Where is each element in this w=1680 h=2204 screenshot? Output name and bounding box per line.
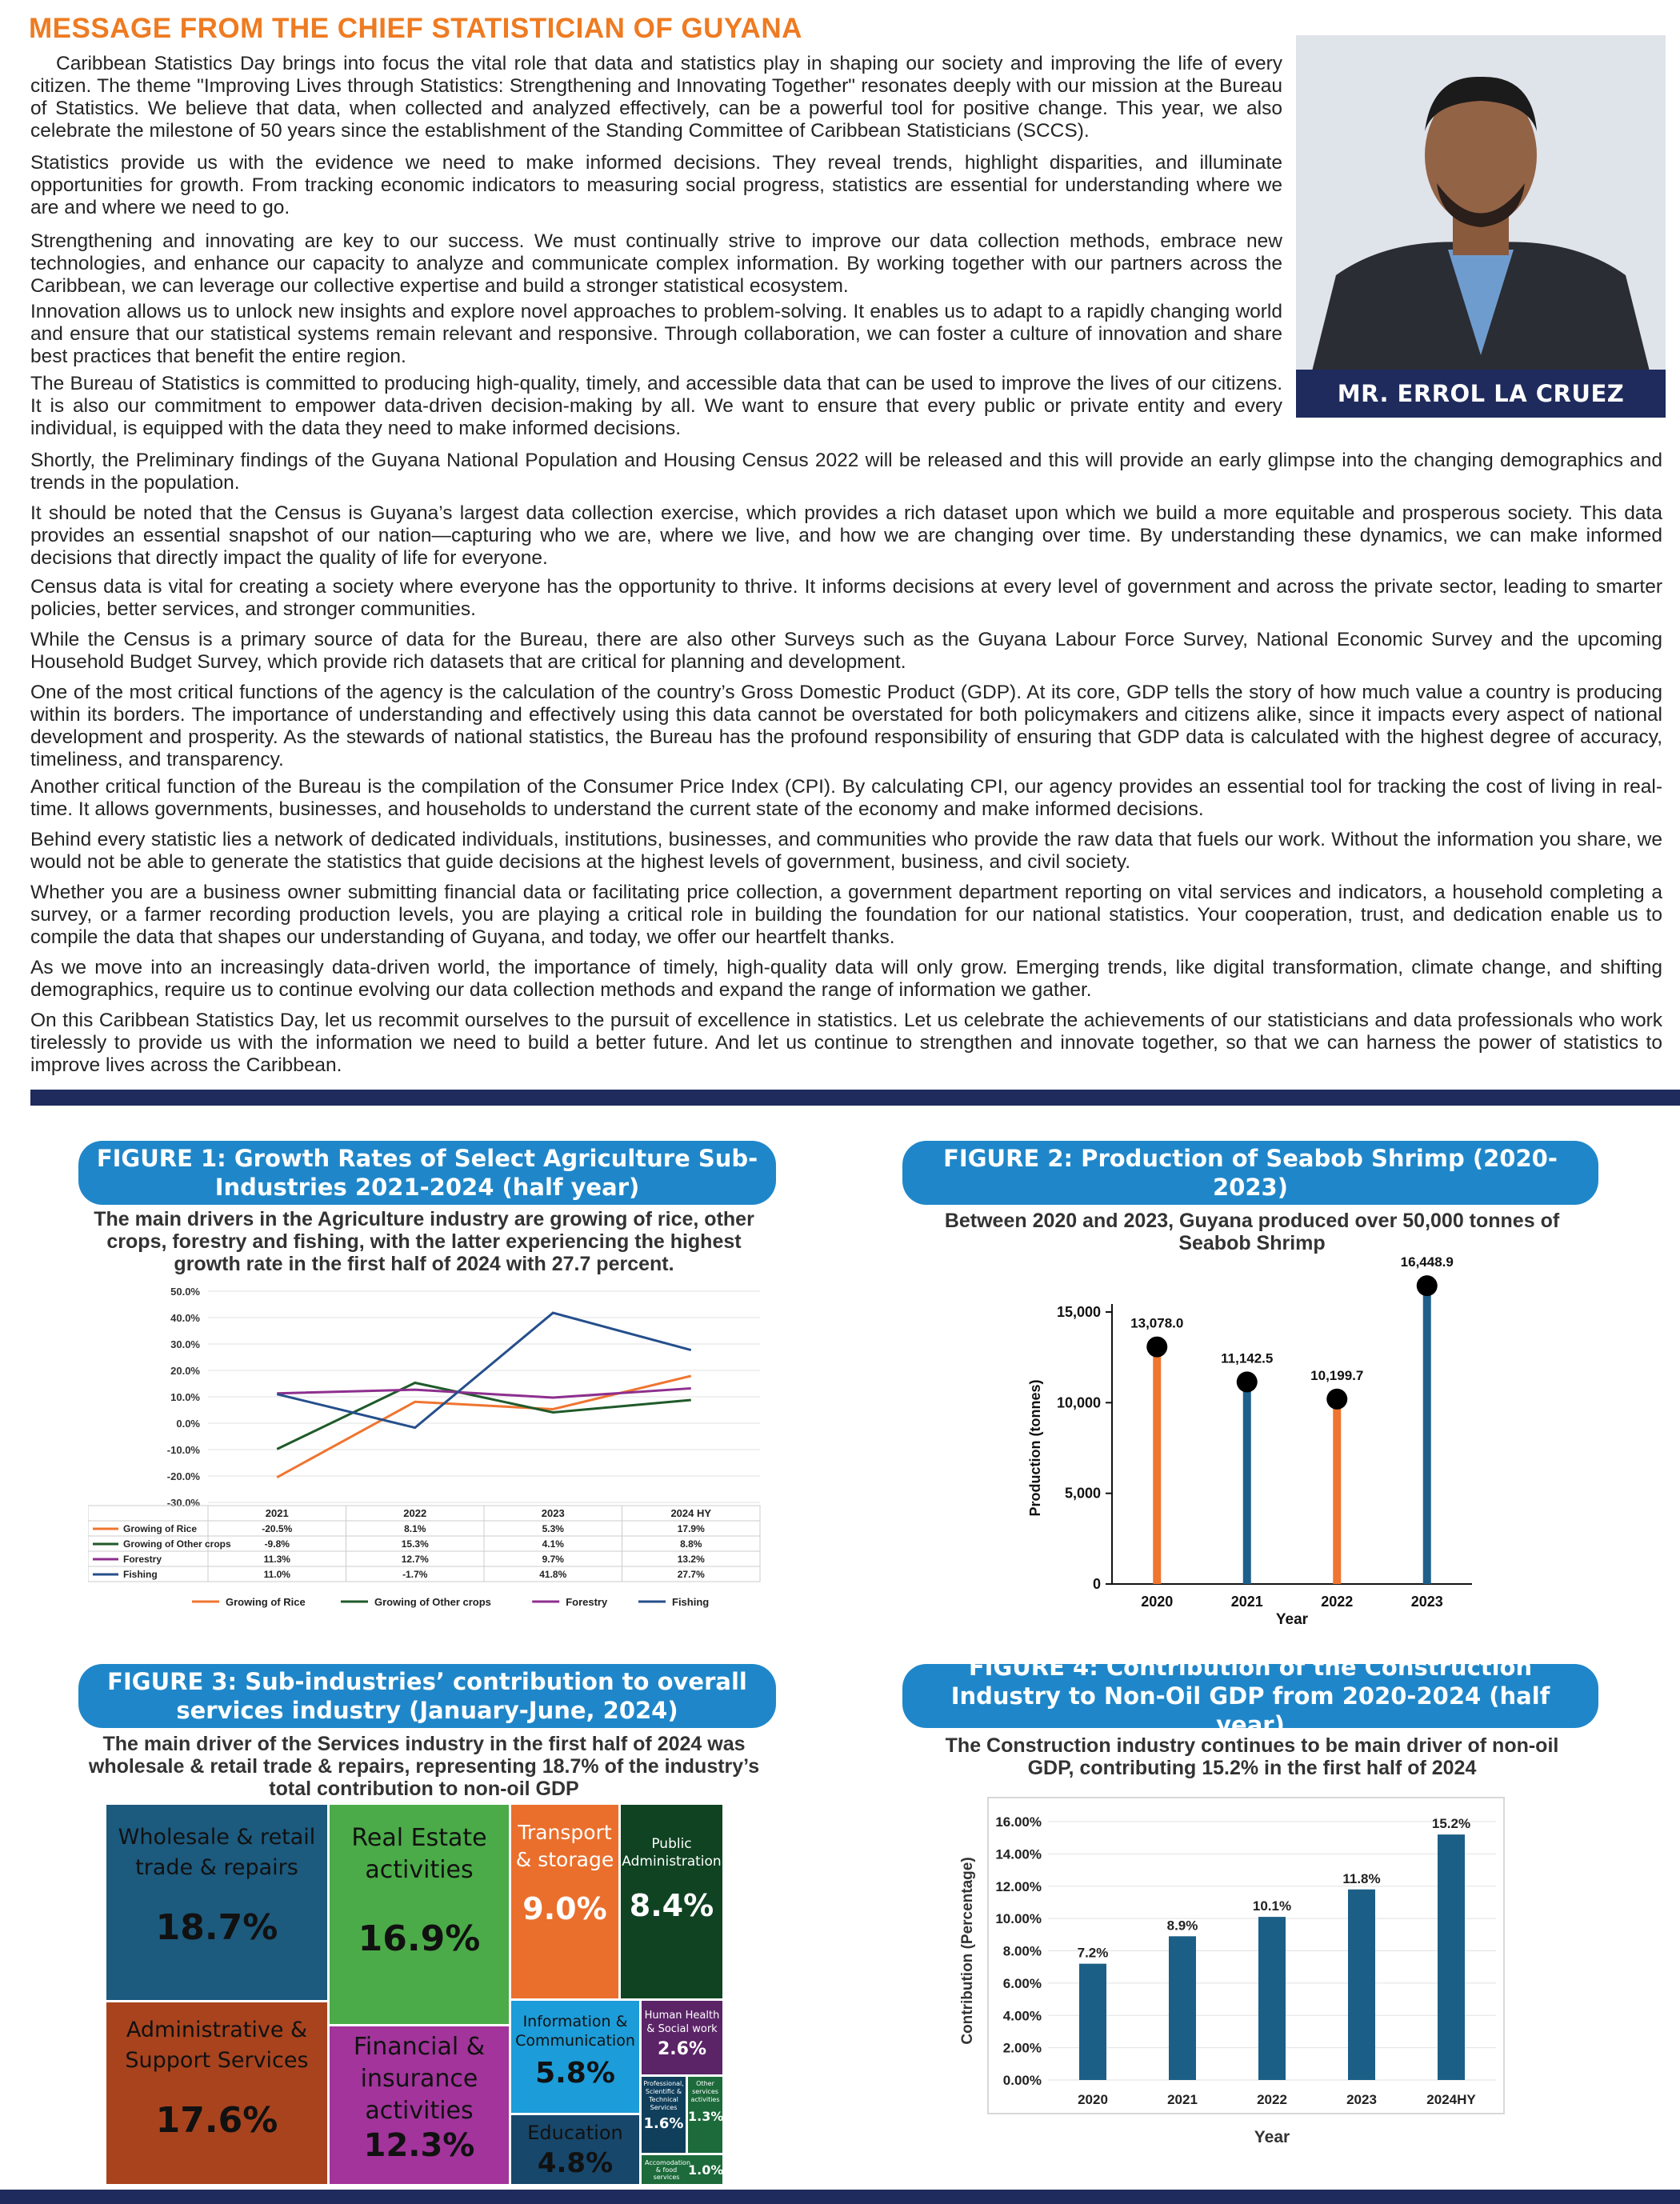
- x-category-label: 2022: [1257, 2092, 1287, 2107]
- data-label: 11,142.5: [1221, 1350, 1274, 1366]
- treemap-label: Transport & storage: [515, 1821, 614, 1871]
- y-axis-title: Production (tonnes): [1027, 1379, 1043, 1517]
- message-paragraph: Another critical function of the Bureau is the compilation of the Consumer Price Index (CPI). By calculating CPI, our agency provides an essential tool for tracking the cost of living in real-time. It allows governments, businesses, and households to understand the current state of the economy and make informed decisions.: [30, 776, 1662, 820]
- x-category-label: 2020: [1078, 2092, 1108, 2107]
- treemap-value: 9.0%: [522, 1891, 607, 1926]
- x-category-label: 2023: [1346, 2092, 1377, 2107]
- message-paragraph: The Bureau of Statistics is committed to producing high-quality, timely, and accessible data that can be used to improve the lives of our citizens. It is also our commitment to empower data-driven decision-making by all. We want to ensure that every public or private entity and every individual, is equipped with the data they need to make informed decisions.: [30, 373, 1282, 439]
- treemap-label: Professional, Scientific & Technical Services: [643, 2080, 684, 2111]
- table-value: 13.2%: [677, 1554, 705, 1565]
- x-category-label: 2020: [1141, 1594, 1174, 1610]
- treemap-label: Information & Communication: [515, 2013, 635, 2050]
- y-axis-title: Contribution (Percentage): [959, 1857, 976, 2045]
- figure-3-title: FIGURE 3: Sub-industries’ contribution to overall services industry (January-June, 2024): [78, 1664, 776, 1728]
- treemap-value: 2.6%: [657, 2039, 706, 2059]
- treemap-label: Human Health & Social work: [644, 2010, 720, 2035]
- treemap-cell: [511, 2115, 639, 2184]
- treemap-cell: [511, 2001, 639, 2113]
- y-tick-label: -10.0%: [166, 1444, 200, 1456]
- table-value: 8.1%: [404, 1523, 426, 1534]
- treemap-value: 12.3%: [363, 2127, 475, 2164]
- y-tick-label: 8.00%: [1002, 1943, 1042, 1959]
- table-series-name: Growing of Other crops: [123, 1538, 231, 1550]
- table-value: 4.1%: [542, 1538, 564, 1550]
- page-title: MESSAGE FROM THE CHIEF STATISTICIAN OF GUYANA: [29, 13, 802, 44]
- x-category-label: 2023: [541, 1507, 565, 1519]
- treemap-value: 16.9%: [358, 1918, 481, 1959]
- figure-1-line-chart: [88, 1280, 768, 1632]
- treemap-label: Wholesale & retail trade & repairs: [118, 1825, 316, 1880]
- lollipop-head: [1417, 1275, 1438, 1296]
- treemap-label: Real Estate activities: [351, 1824, 487, 1884]
- legend-label: Growing of Other crops: [374, 1596, 491, 1608]
- treemap-label: Accomodation & food services: [645, 2158, 691, 2181]
- chart-frame: [988, 1798, 1504, 2114]
- figure-2-title: FIGURE 2: Production of Seabob Shrimp (2020-2023): [902, 1141, 1598, 1205]
- bar: [1348, 1890, 1375, 2080]
- treemap-cell: [330, 1805, 509, 2024]
- data-label: 15.2%: [1431, 1816, 1471, 1832]
- x-category-label: 2021: [265, 1507, 289, 1519]
- bar: [1438, 1834, 1465, 2080]
- legend-label: Fishing: [672, 1596, 710, 1608]
- treemap-value: 1.6%: [643, 2115, 684, 2132]
- message-paragraph: Caribbean Statistics Day brings into focus the vital role that data and statistics play in shaping our society and improving the life of every citizen. The theme "Improving Lives through Statistics: Strengthening and Innovating Together" resonates deeply with our mission at the Bureau of Statistics. We believe that data, when collected and analyzed effectively, can be a powerful tool for positive change. This year, we also celebrate the milestone of 50 years since the establishment of the Standing Committee of Caribbean Statisticians (SCCS).: [30, 53, 1282, 142]
- table-value: 12.7%: [401, 1554, 429, 1565]
- table-value: -1.7%: [402, 1569, 428, 1580]
- treemap-value: 4.8%: [537, 2147, 614, 2179]
- x-category-label: 2022: [1321, 1594, 1354, 1610]
- y-tick-label: 10.00%: [995, 1911, 1042, 1927]
- y-tick-label: 12.00%: [995, 1878, 1042, 1894]
- figure-1-title: FIGURE 1: Growth Rates of Select Agriculture Sub-Industries 2021-2024 (half year): [78, 1141, 776, 1205]
- message-paragraph: Innovation allows us to unlock new insights and explore novel approaches to problem-solving. It enables us to adapt to a rapidly changing world and ensure that our statistical systems remain relevant and responsive. Through collaboration, we can foster a culture of innovation and share best practices that benefit the entire region.: [30, 301, 1282, 367]
- treemap-cell: [688, 2077, 722, 2153]
- y-tick-label: 5,000: [1064, 1485, 1101, 1502]
- message-paragraph: Statistics provide us with the evidence we need to make informed decisions. They reveal trends, highlight disparities, and illuminate opportunities for growth. From tracking economic indicators to measuring social progress, statistics are essential for understanding where we are and where we need to go.: [30, 152, 1282, 218]
- treemap-cell: [106, 2002, 327, 2184]
- treemap-label: Other services activities: [690, 2080, 720, 2103]
- y-tick-label: 30.0%: [170, 1338, 200, 1350]
- y-tick-label: 4.00%: [1002, 2008, 1042, 2024]
- y-tick-label: 2.00%: [1002, 2040, 1042, 2056]
- message-paragraph: Whether you are a business owner submitting financial data or facilitating price collection, a government department reporting on vital services and indicators, a household completing a survey, or a farmer recording production levels, you are playing a critical role in building the foundation for our national statistics. Your cooperation, trust, and dedication enable us to compile the data that shapes our understanding of Guyana, and today, we offer our heartfelt thanks.: [30, 882, 1662, 948]
- message-paragraph: It should be noted that the Census is Guyana’s largest data collection exercise, which provides a rich dataset upon which we build a more equitable and prosperous society. This data provides an essential snapshot of our nation—capturing who we are, where we live, and how we are changing over time. By understanding these dynamics, we can make informed decisions that directly impact the quality of life for everyone.: [30, 502, 1662, 569]
- treemap-value: 17.6%: [155, 2100, 278, 2141]
- data-label: 11.8%: [1342, 1870, 1381, 1886]
- figure-4-subtitle: The Construction industry continues to be main driver of non-oil GDP, contributing 15.2% in the first half of 2024: [945, 1734, 1559, 1779]
- data-label: 7.2%: [1077, 1945, 1109, 1961]
- y-tick-label: 40.0%: [170, 1312, 200, 1324]
- bar: [1258, 1917, 1286, 2080]
- x-category-label: 2022: [403, 1507, 427, 1519]
- table-value: 17.9%: [677, 1523, 705, 1534]
- message-paragraph: Shortly, the Preliminary findings of the Guyana National Population and Housing Census 2022 will be released and this will provide an early glimpse into the changing demographics and trends in the population.: [30, 450, 1662, 494]
- lollipop-head: [1237, 1371, 1258, 1392]
- x-category-label: 2023: [1410, 1594, 1443, 1610]
- treemap-label: Public Administration: [622, 1836, 722, 1870]
- x-axis-title: Year: [1275, 1611, 1309, 1628]
- message-paragraph: Census data is vital for creating a society where everyone has the opportunity to thrive. It informs decisions at every level of government and across the private sector, leading to smarter policies, better services, and stronger communities.: [30, 576, 1662, 620]
- x-category-label: 2024 HY: [670, 1507, 712, 1519]
- treemap-cell: [642, 2077, 686, 2153]
- table-value: 9.7%: [542, 1554, 564, 1565]
- data-label: 10.1%: [1252, 1898, 1292, 1914]
- y-tick-label: 16.00%: [995, 1814, 1042, 1830]
- table-value: 11.0%: [263, 1569, 290, 1580]
- photo-caption: MR. ERROL LA CRUEZ: [1296, 370, 1666, 418]
- x-axis-title: Year: [1254, 2128, 1290, 2146]
- treemap-cell: [330, 2026, 509, 2184]
- figure-4-title: FIGURE 4: Contribution of the Construction Industry to Non-Oil GDP from 2020-2024 (half year): [902, 1664, 1598, 1728]
- message-paragraph: Behind every statistic lies a network of dedicated individuals, institutions, businesses, and communities who provide the raw data that fuels our work. Without the information you share, we would not be able to generate the statistics that guide decisions at the highest levels of government, business, and civil society.: [30, 829, 1662, 873]
- message-paragraph: One of the most critical functions of the agency is the calculation of the country’s Gross Domestic Product (GDP). At its core, GDP tells the story of how much value a country is producing within its borders. The importance of understanding and effectively using this data cannot be overstated for both policymakers and citizens alike, since it impacts every aspect of national development and prosperity. As the stewards of national statistics, the Bureau has the profound responsibility of ensuring that GDP data is calculated with the highest degree of accuracy, timeliness, and transparency.: [30, 682, 1662, 770]
- treemap-value: 1.0%: [688, 2162, 724, 2178]
- y-tick-label: 15,000: [1056, 1304, 1101, 1320]
- treemap-cell: [621, 1805, 722, 1998]
- y-tick-label: 0: [1092, 1576, 1101, 1592]
- y-tick-label: 6.00%: [1002, 1975, 1042, 1991]
- table-series-name: Forestry: [123, 1554, 162, 1565]
- figure-4-bar-chart: [952, 1796, 1528, 2148]
- table-value: -20.5%: [262, 1523, 293, 1534]
- message-paragraph: As we move into an increasingly data-driven world, the importance of timely, high-quality data will only grow. Emerging trends, like digital transformation, climate change, and shifting demographics, require us to continue evolving our data collection methods and expand the range of information we gather.: [30, 957, 1662, 1001]
- data-label: 16,448.9: [1400, 1254, 1454, 1270]
- treemap-label: Administrative & Support Services: [125, 2018, 309, 2073]
- table-value: 27.7%: [677, 1569, 705, 1580]
- table-series-name: Fishing: [123, 1569, 158, 1580]
- table-value: 8.8%: [680, 1538, 702, 1550]
- data-label: 13,078.0: [1130, 1315, 1184, 1331]
- figure-2-subtitle: Between 2020 and 2023, Guyana produced over 50,000 tonnes of Seabob Shrimp: [944, 1210, 1560, 1254]
- figure-1-subtitle: The main drivers in the Agriculture industry are growing of rice, other crops, forestry and fishing, with the latter experiencing the highest growth rate in the first half of 2024 with 27.7 percent.: [94, 1208, 754, 1275]
- treemap-cell: [642, 2001, 722, 2074]
- message-paragraph: On this Caribbean Statistics Day, let us recommit ourselves to the pursuit of excellence in statistics. Let us celebrate the achievements of our statisticians and data professionals who work tirelessly to provide us with the information we need to build a better future. And let us continue to strengthen and innovate together, so that we can harness the power of statistics to improve lives across the Caribbean.: [30, 1010, 1662, 1076]
- y-tick-label: 10.0%: [170, 1391, 200, 1403]
- y-tick-label: -30.0%: [166, 1497, 200, 1509]
- treemap-value: 5.8%: [535, 2057, 615, 2090]
- treemap-cell: [106, 1805, 327, 2000]
- message-paragraph: Strengthening and innovating are key to our success. We must continually strive to improve our data collection methods, embrace new technologies, and enhance our capacity to analyze and communicate complex information. By working together with our partners across the Caribbean, we can leverage our collective expertise and build a stronger statistical ecosystem.: [30, 230, 1282, 297]
- y-tick-label: 14.00%: [995, 1846, 1042, 1862]
- x-category-label: 2024HY: [1426, 2092, 1476, 2107]
- legend-label: Forestry: [566, 1596, 608, 1608]
- lollipop-head: [1146, 1337, 1167, 1358]
- treemap-cell: [642, 2155, 722, 2184]
- treemap-value: 1.3%: [688, 2109, 724, 2124]
- treemap-value: 18.7%: [155, 1907, 278, 1948]
- message-paragraph: While the Census is a primary source of data for the Bureau, there are also other Surveys such as the Guyana Labour Force Survey, National Economic Survey and the upcoming Household Budget Survey, which provide rich datasets that are critical for planning and development.: [30, 629, 1662, 673]
- figure-3-subtitle: The main driver of the Services industry in the first half of 2024 was wholesale & retail trade & repairs, representing 18.7% of the industry’s total contribution to non-oil GDP: [88, 1733, 760, 1800]
- figure-3-treemap: [106, 1805, 722, 2184]
- y-tick-label: 0.0%: [176, 1418, 200, 1430]
- section-divider: [30, 1090, 1680, 1106]
- figure-2-lollipop-chart: [1016, 1248, 1496, 1632]
- treemap-label: Financial & insurance activities: [353, 2033, 486, 2125]
- legend-label: Growing of Rice: [226, 1596, 306, 1608]
- treemap-value: 8.4%: [629, 1888, 714, 1923]
- treemap-label: Education: [527, 2122, 623, 2144]
- y-tick-label: -20.0%: [166, 1470, 200, 1482]
- table-value: -9.8%: [264, 1538, 290, 1550]
- bar: [1169, 1936, 1196, 2080]
- table-series-name: Growing of Rice: [123, 1523, 198, 1534]
- table-value: 5.3%: [542, 1523, 564, 1534]
- y-tick-label: 20.0%: [170, 1365, 200, 1377]
- footer-bar: [0, 2190, 1680, 2204]
- data-label: 8.9%: [1166, 1918, 1198, 1934]
- table-value: 15.3%: [401, 1538, 429, 1550]
- x-category-label: 2021: [1230, 1594, 1263, 1610]
- y-tick-label: 10,000: [1056, 1394, 1101, 1411]
- y-tick-label: 50.0%: [170, 1286, 200, 1298]
- table-value: 11.3%: [263, 1554, 290, 1565]
- y-tick-label: 0.00%: [1002, 2073, 1042, 2088]
- x-category-label: 2021: [1167, 2092, 1198, 2107]
- data-label: 10,199.7: [1310, 1367, 1364, 1383]
- bar: [1079, 1964, 1106, 2080]
- table-value: 41.8%: [539, 1569, 567, 1580]
- treemap-cell: [511, 1805, 618, 1998]
- portrait-photo: [1296, 35, 1666, 418]
- lollipop-head: [1326, 1389, 1347, 1410]
